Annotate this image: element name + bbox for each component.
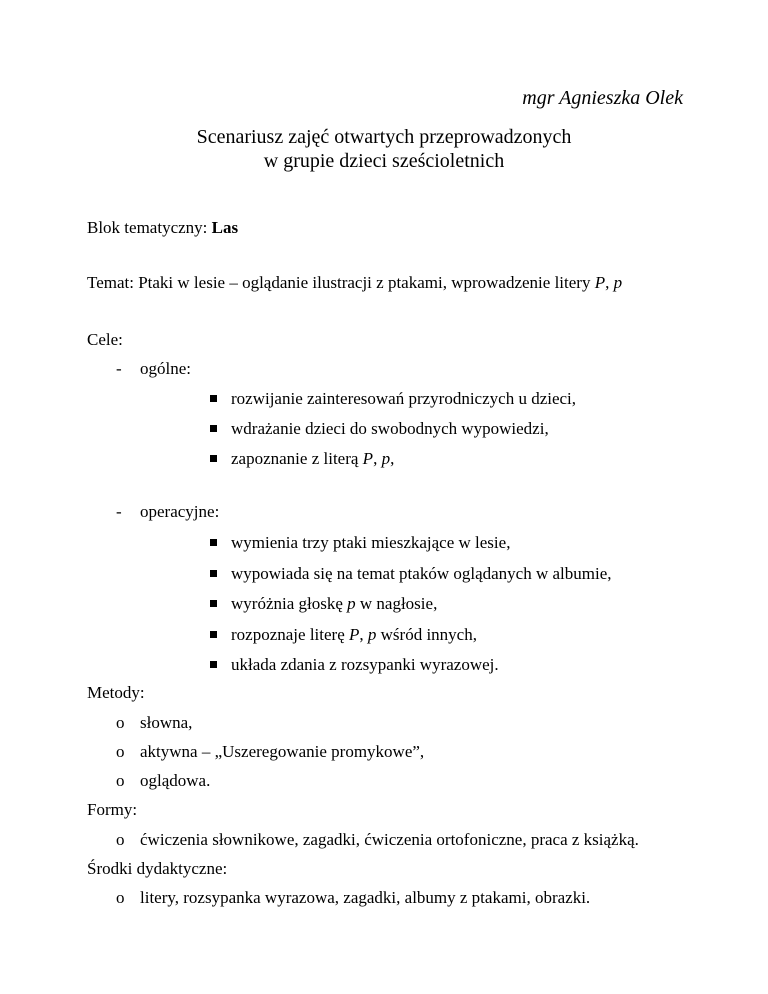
author-name: mgr Agnieszka Olek	[522, 87, 683, 109]
square-bullet-icon	[210, 455, 217, 462]
thematic-block	[87, 218, 238, 238]
document-page: mgr Agnieszka Olek Scenariusz zajęć otwartych przeprowadzonych w grupie dzieci sześcioletnich Blok tematyczny: Las Temat: Ptaki w lesie – oglądanie ilustracji z ptakami, wprowadzenie litery P, p Cele: - ogólne: rozwijanie zainteresowań przyrodniczych u dzieci, wdrażanie dzieci do swobodnych wypowiedzi, zapoznanie z literą P, p, - operacyjne: wymienia trzy ptaki mieszkające w lesie, wypowiada się na temat ptaków oglądanych w albumie, wyróżnia głoskę p w nagłosie, rozpoznaje literę P, p wśród innych, układa zdania z rozsypanki wyrazowej. Metody: o słowna, o aktywna – „Uszeregowanie promykowe”, o oglądowa. Formy: o ćwiczenia słownikowe, zagadki, ćwiczenia ortofoniczne, praca z książką. Środki dydaktyczne: o litery, rozsypanka wyrazowa, zagadki, albumy z ptakami, obrazki.	[0, 0, 768, 994]
circle-bullet-icon: o	[116, 742, 125, 761]
goals-general-label: ogólne:	[140, 359, 191, 378]
square-bullet-icon	[210, 600, 217, 607]
goals-operational-label: operacyjne:	[140, 502, 220, 521]
document-title	[0, 125, 768, 173]
square-bullet-icon	[210, 631, 217, 638]
circle-bullet-icon: o	[116, 830, 125, 849]
square-bullet-icon	[210, 570, 217, 577]
goals-operational-heading	[0, 502, 768, 522]
circle-bullet-icon: o	[116, 771, 125, 790]
topic-line	[87, 273, 622, 293]
square-bullet-icon	[210, 395, 217, 402]
dash-bullet: -	[116, 359, 122, 378]
thematic-block-value: Las	[211, 218, 239, 237]
goals-label: Cele:	[87, 330, 123, 349]
title-line-1: Scenariusz zajęć otwartych przeprowadzonych	[196, 126, 572, 148]
circle-bullet-icon: o	[116, 713, 125, 732]
thematic-block-label: Blok tematyczny:	[87, 218, 212, 237]
forms-label: Formy:	[87, 800, 138, 819]
title-line-2: w grupie dzieci sześcioletnich	[263, 150, 505, 172]
circle-bullet-icon: o	[116, 888, 125, 907]
goals-general-heading	[0, 359, 768, 379]
square-bullet-icon	[210, 539, 217, 546]
square-bullet-icon	[210, 661, 217, 668]
dash-bullet: -	[116, 502, 122, 521]
methods-label: Metody:	[87, 683, 145, 702]
square-bullet-icon	[210, 425, 217, 432]
topic-separator: ,	[605, 273, 614, 292]
topic-letter-lower: p	[613, 273, 623, 292]
means-label: Środki dydaktyczne:	[87, 859, 228, 878]
topic-letter-upper: P	[594, 273, 606, 292]
topic-prefix: Temat: Ptaki w lesie – oglądanie ilustracji z ptakami, wprowadzenie litery	[87, 273, 595, 292]
